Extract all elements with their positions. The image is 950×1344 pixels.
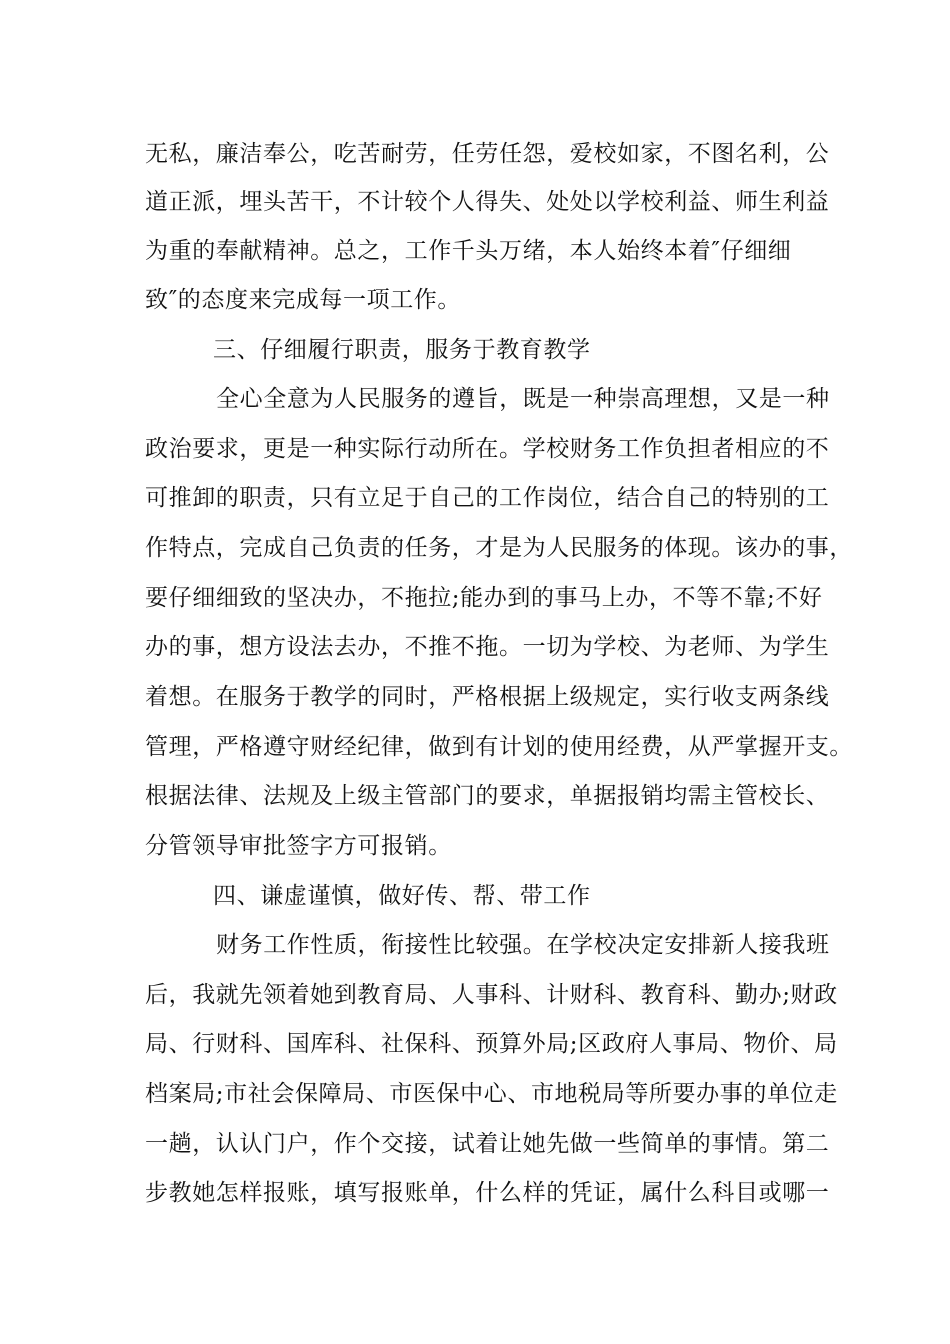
body-text-line: 可推卸的职责，只有立足于自己的工作岗位，结合自己的特别的工 — [145, 485, 830, 511]
body-text-line: 档案局;市社会保障局、市医保中心、市地税局等所要办事的单位走 — [145, 1081, 838, 1107]
body-text-line: 道正派，埋头苦干，不计较个人得失、处处以学校利益、师生利益 — [145, 189, 830, 215]
body-text-line: 步教她怎样报账，填写报账单，什么样的凭证，属什么科目或哪一 — [145, 1180, 830, 1206]
body-text-line: 着想。在服务于教学的同时，严格根据上级规定，实行收支两条线 — [145, 684, 830, 710]
body-text-line: 致″的态度来完成每一项工作。 — [145, 287, 461, 313]
body-text-line: 分管领导审批签字方可报销。 — [145, 833, 452, 859]
body-text-line: 办的事，想方设法去办，不推不拖。一切为学校、为老师、为学生 — [145, 634, 830, 660]
body-text-line: 根据法律、法规及上级主管部门的要求，单据报销均需主管校长、 — [145, 783, 830, 809]
body-text-line: 局、行财科、国库科、社保科、预算外局;区政府人事局、物价、局 — [145, 1031, 838, 1057]
body-text-line: 全心全意为人民服务的遵旨，既是一种崇高理想，又是一种 — [216, 386, 830, 412]
body-text-line: 作特点，完成自己负责的任务，才是为人民服务的体现。该办的事， — [145, 535, 853, 561]
body-text-line: 后，我就先领着她到教育局、人事科、计财科、教育科、勤办;财政 — [145, 982, 838, 1008]
section-heading: 三、仔细履行职责，服务于教育教学 — [213, 337, 591, 363]
body-text-line: 无私，廉洁奉公，吃苦耐劳，任劳任怨，爱校如家，不图名利，公 — [145, 141, 830, 167]
body-text-line: 为重的奉献精神。总之，工作千头万绪，本人始终本着″仔细细 — [145, 238, 792, 264]
body-text-line: 管理，严格遵守财经纪律，做到有计划的使用经费，从严掌握开支。 — [145, 734, 853, 760]
body-text-line: 政治要求，更是一种实际行动所在。学校财务工作负担者相应的不 — [145, 436, 830, 462]
body-text-line: 要仔细细致的坚决办，不拖拉;能办到的事马上办，不等不靠;不好 — [145, 585, 823, 611]
section-heading: 四、谦虚谨慎，做好传、帮、带工作 — [213, 883, 591, 909]
body-text-line: 一趟，认认门户，作个交接，试着让她先做一些简单的事情。第二 — [145, 1131, 830, 1157]
body-text-line: 财务工作性质，衔接性比较强。在学校决定安排新人接我班 — [216, 932, 830, 958]
